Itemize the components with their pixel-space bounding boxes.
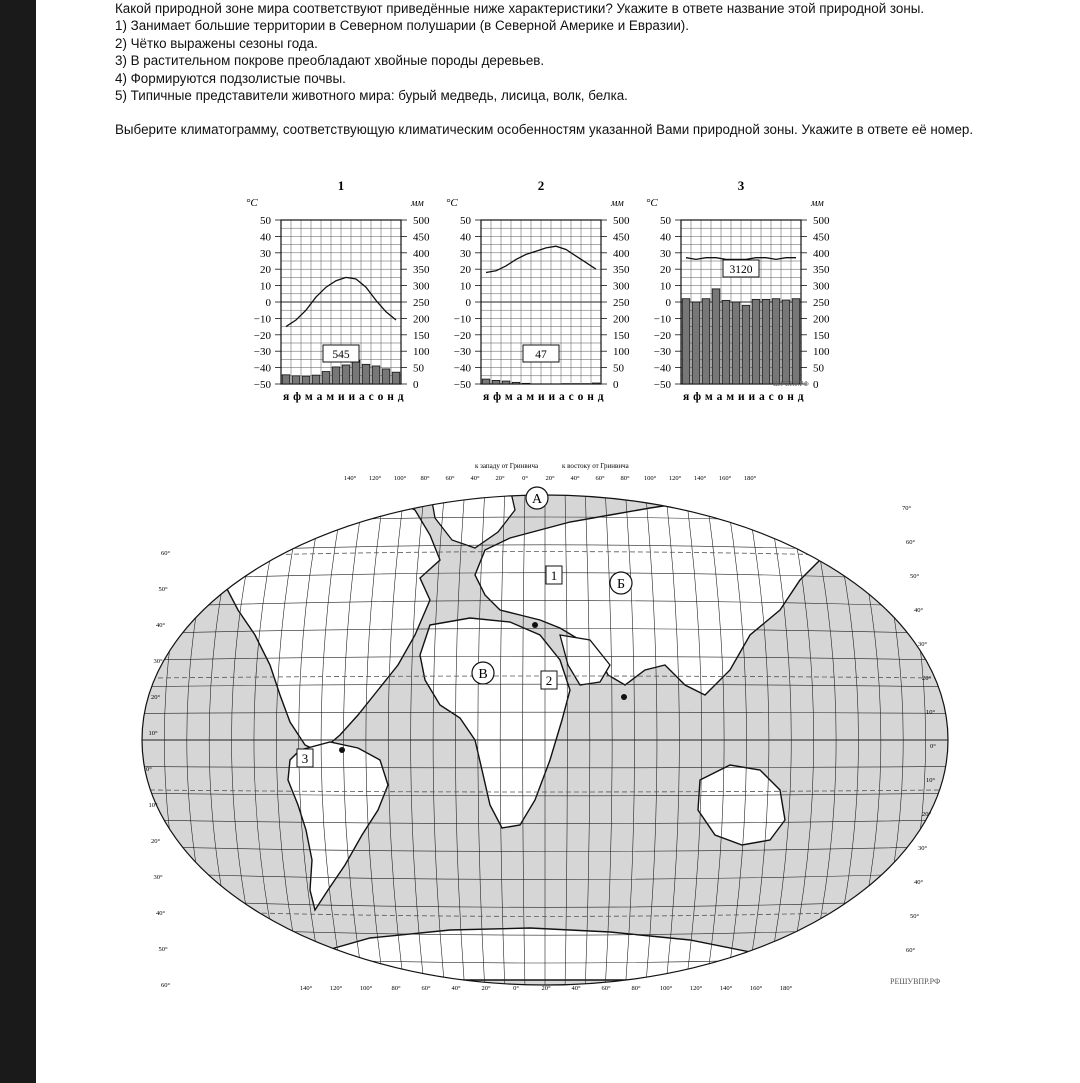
lat-label-right: 60° (906, 539, 916, 546)
precip-bar (682, 299, 690, 384)
precip-tick-label: 250 (413, 297, 430, 309)
lat-label-right: 50° (910, 573, 920, 580)
climatograms (240, 176, 840, 406)
temp-tick-label: 40 (260, 231, 271, 244)
temp-tick-label: 50 (460, 215, 471, 227)
temp-tick-label: −30 (453, 346, 471, 359)
lat-label-right: 70° (902, 505, 912, 512)
precip-bar (522, 383, 530, 384)
precip-tick-label: 150 (813, 329, 830, 342)
precip-bar (492, 380, 500, 384)
month-labels: я ф м а м и и а с о н д (483, 391, 605, 403)
precip-tick-label: 500 (613, 215, 630, 227)
precip-tick-label: 400 (413, 247, 430, 260)
precip-tick-label: 100 (813, 346, 830, 359)
temp-tick-label: 40 (460, 231, 471, 244)
question-intro: Какой природной зоне мира соответствуют приведённые ниже характеристики? Укажите в ответе название этой природной зоны. (115, 1, 925, 16)
chart-title: 1 (337, 178, 345, 193)
lon-label-bottom: 180° (779, 985, 793, 992)
lon-label-top: 80° (420, 475, 430, 482)
temp-tick-label: −10 (453, 313, 471, 326)
precip-tick-label: 100 (413, 346, 430, 359)
lat-label-left: 10° (148, 730, 158, 737)
precip-bar (342, 365, 350, 384)
temp-tick-label: −50 (253, 379, 271, 391)
lon-label-top: 160° (718, 475, 732, 482)
chart-title: 2 (537, 178, 545, 193)
lat-label-right: 30° (918, 641, 928, 648)
lon-label-top: 20° (545, 475, 555, 482)
lat-label-right: 10° (926, 709, 936, 716)
temp-tick-label: −40 (453, 362, 471, 375)
point-3 (297, 749, 313, 767)
precip-bar (322, 372, 330, 384)
precip-bar (792, 299, 800, 384)
precip-bar (312, 375, 320, 384)
lat-label-left: 40° (156, 910, 166, 917)
lat-label-right: 20° (922, 675, 932, 682)
precip-unit-label: мм (811, 198, 824, 209)
map-header-east: к востоку от Гринвича (562, 462, 629, 470)
lat-label-left: 10° (148, 802, 158, 809)
lon-label-top: 80° (620, 475, 630, 482)
climatogram-2 (446, 178, 630, 403)
question-item: 1) Занимает большие территории в Северном полушарии (в Северной Америке и Евразии). (115, 18, 689, 34)
temp-tick-label: 30 (260, 247, 271, 260)
precip-bar (732, 302, 740, 384)
lon-label-bottom: 60° (421, 985, 431, 992)
precip-tick-label: 350 (813, 264, 830, 277)
precip-tick-label: 0 (813, 379, 819, 391)
lat-label-left: 20° (151, 838, 161, 845)
map-watermark: РЕШУВПР.РФ (890, 977, 941, 986)
lon-label-bottom: 140° (719, 985, 733, 992)
precip-tick-label: 200 (813, 313, 830, 326)
climatogram-3 (646, 178, 830, 403)
precip-tick-label: 450 (413, 231, 430, 244)
lon-label-top: 20° (495, 475, 505, 482)
temp-unit-label: °C (246, 197, 258, 209)
precip-tick-label: 300 (813, 280, 830, 293)
city-dot (532, 622, 538, 628)
precip-bar (302, 376, 310, 384)
lat-label-left: 60° (161, 550, 171, 557)
lon-label-bottom: 80° (631, 985, 641, 992)
lat-label-left: 60° (161, 982, 171, 989)
precip-tick-label: 0 (413, 379, 419, 391)
temp-tick-label: 10 (660, 280, 671, 293)
precip-bar (692, 302, 700, 384)
lon-label-top: 40° (570, 475, 580, 482)
question-item: 3) В растительном покрове преобладают хвойные породы деревьев. (115, 53, 545, 69)
precip-tick-label: 400 (813, 247, 830, 260)
lon-label-bottom: 40° (571, 985, 581, 992)
lon-label-top: 140° (343, 475, 357, 482)
temp-tick-label: −40 (653, 362, 671, 375)
precip-bar (702, 299, 710, 384)
marker-b-label: Б (616, 577, 626, 592)
annual-precip-label: 3120 (729, 264, 753, 276)
precip-bar (592, 383, 600, 384)
lat-label-left: 50° (158, 946, 168, 953)
temp-tick-label: 0 (665, 297, 671, 309)
marker-v-label: В (478, 667, 488, 682)
temp-tick-label: −10 (253, 313, 271, 326)
precip-bar (332, 367, 340, 384)
marker-V (472, 662, 494, 684)
precip-tick-label: 500 (813, 215, 830, 227)
temp-tick-label: 40 (660, 231, 671, 244)
question-item: 2) Чётко выражены сезоны года. (115, 35, 318, 51)
lon-label-bottom: 120° (689, 985, 703, 992)
precip-tick-label: 200 (413, 313, 430, 326)
lat-label-left: 30° (153, 874, 163, 881)
precip-tick-label: 500 (413, 215, 430, 227)
precip-tick-label: 150 (413, 329, 430, 342)
lon-label-bottom: 40° (451, 985, 461, 992)
lon-label-top: 0° (522, 475, 528, 482)
precip-tick-label: 50 (813, 362, 824, 375)
temp-tick-label: 10 (260, 280, 271, 293)
city-dot (339, 747, 345, 753)
precip-tick-label: 50 (413, 362, 424, 375)
precip-bar (772, 299, 780, 384)
precip-tick-label: 50 (613, 362, 624, 375)
temp-tick-label: −30 (653, 346, 671, 359)
month-labels: я ф м а м и и а с о н д (683, 391, 805, 403)
question-task: Выберите климатограмму, соответствующую климатическим особенностям указанной Вами природной зоны. Укажите в ответе её номер. (115, 122, 974, 138)
chart-title: 3 (737, 178, 745, 193)
precip-tick-label: 250 (813, 297, 830, 309)
marker-A (526, 487, 548, 509)
precip-bar (392, 372, 400, 384)
lat-label-right: 40° (914, 607, 924, 614)
marker-B (610, 572, 632, 594)
temp-tick-label: −10 (653, 313, 671, 326)
lon-label-top: 140° (693, 475, 707, 482)
precip-bar (722, 300, 730, 384)
lon-label-top: 40° (470, 475, 480, 482)
precip-tick-label: 300 (613, 280, 630, 293)
marker-a-label: А (531, 492, 543, 507)
precip-bar (712, 289, 720, 384)
chart-watermark: ШУВПР.РФ (773, 380, 809, 388)
point-1 (546, 566, 562, 584)
lon-label-top: 100° (643, 475, 657, 482)
temp-tick-label: −50 (453, 379, 471, 391)
precip-tick-label: 150 (613, 329, 630, 342)
precip-bar (762, 299, 770, 384)
temp-tick-label: −50 (653, 379, 671, 391)
temp-tick-label: 20 (460, 264, 471, 277)
lon-label-bottom: 80° (391, 985, 401, 992)
lon-label-top: 60° (445, 475, 455, 482)
temp-tick-label: −20 (653, 329, 671, 342)
temp-tick-label: 30 (460, 247, 471, 260)
precip-tick-label: 200 (613, 313, 630, 326)
temp-tick-label: 0 (265, 297, 271, 309)
precip-bar (512, 382, 520, 384)
precip-bar (502, 381, 510, 384)
lat-label-right: 50° (910, 913, 920, 920)
precip-bar (752, 299, 760, 384)
lat-label-left: 40° (156, 622, 166, 629)
question-text (88, 0, 1000, 139)
lat-label-right: 20° (922, 811, 932, 818)
world-map (130, 460, 960, 1000)
precip-tick-label: 300 (413, 280, 430, 293)
temp-tick-label: 20 (260, 264, 271, 277)
temp-unit-label: °C (646, 197, 658, 209)
precip-bar (352, 360, 360, 384)
temp-unit-label: °C (446, 197, 458, 209)
lon-label-top: 180° (743, 475, 757, 482)
city-dot (621, 694, 627, 700)
precip-tick-label: 450 (813, 231, 830, 244)
lon-label-bottom: 160° (749, 985, 763, 992)
map-graticule (142, 489, 948, 991)
lat-label-right: 30° (918, 845, 928, 852)
lat-label-left: 50° (158, 586, 168, 593)
lon-label-bottom: 20° (481, 985, 491, 992)
precip-bar (282, 375, 290, 384)
lon-label-bottom: 100° (359, 985, 373, 992)
lat-label-right: 40° (914, 879, 924, 886)
temp-tick-label: −20 (453, 329, 471, 342)
temp-tick-label: 0 (465, 297, 471, 309)
point-2-label: 2 (545, 673, 553, 688)
precip-tick-label: 450 (613, 231, 630, 244)
lon-label-bottom: 120° (329, 985, 343, 992)
precip-bar (372, 366, 380, 384)
annual-precip-label: 545 (332, 349, 350, 361)
lon-label-top: 100° (393, 475, 407, 482)
lat-label-left: 20° (151, 694, 161, 701)
precip-bar (382, 369, 390, 384)
climatogram-1 (246, 178, 430, 403)
precip-unit-label: мм (611, 198, 624, 209)
lat-label-left: 30° (153, 658, 163, 665)
temp-tick-label: −40 (253, 362, 271, 375)
point-2 (541, 671, 557, 689)
lon-label-bottom: 60° (601, 985, 611, 992)
precip-tick-label: 0 (613, 379, 619, 391)
precip-bar (292, 376, 300, 384)
temp-tick-label: 30 (660, 247, 671, 260)
temp-tick-label: −20 (253, 329, 271, 342)
temp-tick-label: −30 (253, 346, 271, 359)
lon-label-bottom: 140° (299, 985, 313, 992)
lat-label-left: 0° (146, 766, 152, 773)
precip-tick-label: 100 (613, 346, 630, 359)
temp-tick-label: 20 (660, 264, 671, 277)
precip-unit-label: мм (411, 198, 424, 209)
precip-bar (742, 305, 750, 384)
lon-label-top: 120° (668, 475, 682, 482)
lon-label-top: 60° (595, 475, 605, 482)
precip-bar (782, 300, 790, 384)
precip-tick-label: 350 (613, 264, 630, 277)
lon-label-top: 120° (368, 475, 382, 482)
precip-tick-label: 350 (413, 264, 430, 277)
month-labels: я ф м а м и и а с о н д (283, 391, 405, 403)
question-item: 5) Типичные представители животного мира: бурый медведь, лисица, волк, белка. (115, 88, 628, 104)
precip-bar (362, 364, 370, 384)
lon-label-bottom: 0° (513, 985, 519, 992)
temp-tick-label: 50 (660, 215, 671, 227)
point-1-label: 1 (550, 568, 558, 583)
lat-label-right: 0° (930, 743, 936, 750)
temp-tick-label: 50 (260, 215, 271, 227)
map-header-west: к западу от Гринвича (475, 462, 539, 470)
lon-label-bottom: 100° (659, 985, 673, 992)
left-dark-bar (0, 0, 36, 1083)
precip-tick-label: 250 (613, 297, 630, 309)
lon-label-bottom: 20° (541, 985, 551, 992)
precip-tick-label: 400 (613, 247, 630, 260)
annual-precip-label: 47 (535, 349, 547, 361)
point-3-label: 3 (301, 751, 309, 766)
question-item: 4) Формируются подзолистые почвы. (115, 70, 346, 86)
lat-label-right: 60° (906, 947, 916, 954)
temp-tick-label: 10 (460, 280, 471, 293)
lat-label-right: 10° (926, 777, 936, 784)
precip-bar (482, 379, 490, 384)
